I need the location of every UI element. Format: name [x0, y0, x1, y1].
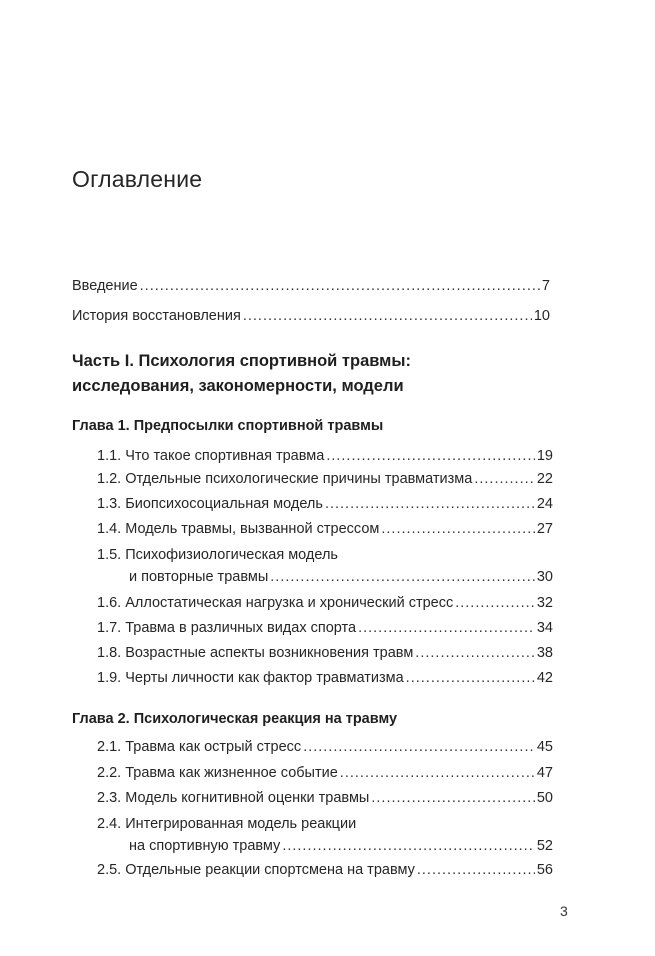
toc-entry-section[interactable] [97, 448, 553, 470]
toc-entry-section[interactable] [97, 645, 553, 667]
dot-leader [326, 448, 535, 464]
toc-entry-page: 32 [536, 595, 553, 611]
toc-entry-introduction[interactable] [72, 278, 550, 300]
toc-entry-section[interactable] [97, 620, 553, 642]
toc-entry-label: 1.8. Возрастные аспекты возникновения травм [97, 645, 414, 661]
toc-entry-section[interactable] [97, 838, 553, 860]
dot-leader [140, 278, 540, 294]
toc-entry-recovery-history[interactable] [72, 308, 550, 330]
dot-leader [381, 521, 535, 537]
toc-entry-label: 2.5. Отдельные реакции спортсмена на травму [97, 862, 415, 878]
toc-entry-section[interactable] [97, 790, 553, 812]
toc-entry-page: 7 [541, 278, 550, 294]
toc-entry-page: 22 [536, 471, 553, 487]
toc-entry-label-continuation: на спортивную травму [129, 838, 281, 854]
toc-entry-label: История восстановления [72, 308, 241, 324]
part-heading [72, 349, 411, 399]
toc-entry-section[interactable] [97, 765, 553, 787]
toc-entry-page: 56 [536, 862, 553, 878]
part-heading-line1: Часть I. Психология спортивной травмы: [72, 352, 411, 370]
toc-entry-page: 38 [536, 645, 553, 661]
part-heading-line2: исследования, закономерности, модели [72, 377, 404, 395]
toc-entry-page: 34 [536, 620, 553, 636]
toc-entry-label: 1.9. Черты личности как фактор травматизма [97, 670, 404, 686]
toc-entry-page: 19 [536, 448, 553, 464]
dot-leader [417, 862, 535, 878]
toc-entry-page: 52 [536, 838, 553, 854]
toc-entry-section[interactable] [97, 595, 553, 617]
toc-entry-section[interactable] [97, 739, 553, 761]
chapter-heading: Глава 2. Психологическая реакция на травму [72, 711, 398, 727]
toc-entry-label: 1.2. Отдельные психологические причины травматизма [97, 471, 473, 487]
dot-leader [415, 645, 535, 661]
chapter-heading: Глава 1. Предпосылки спортивной травмы [72, 418, 384, 434]
toc-entry-label-first-line[interactable]: 2.4. Интегрированная модель реакции [97, 816, 357, 832]
toc-entry-page: 10 [533, 308, 550, 324]
toc-entry-label-first-line[interactable]: 1.5. Психофизиологическая модель [97, 547, 338, 563]
toc-entry-label: 1.3. Биопсихосоциальная модель [97, 496, 323, 512]
toc-entry-page: 45 [536, 739, 553, 755]
toc-entry-section[interactable] [97, 471, 553, 493]
toc-entry-section[interactable] [97, 670, 553, 692]
dot-leader [243, 308, 532, 324]
toc-entry-section[interactable] [97, 569, 553, 591]
toc-entry-section[interactable] [97, 862, 553, 884]
toc-entry-label-continuation: и повторные травмы [129, 569, 269, 585]
toc-entry-page: 47 [536, 765, 553, 781]
toc-entry-section[interactable] [97, 521, 553, 543]
toc-entry-label: 2.3. Модель когнитивной оценки травмы [97, 790, 370, 806]
toc-entry-label: 1.6. Аллостатическая нагрузка и хронический стресс [97, 595, 454, 611]
toc-entry-label: 1.7. Травма в различных видах спорта [97, 620, 357, 636]
dot-leader [282, 838, 535, 854]
toc-entry-page: 24 [536, 496, 553, 512]
dot-leader [358, 620, 535, 636]
dot-leader [371, 790, 535, 806]
dot-leader [340, 765, 535, 781]
dot-leader [474, 471, 535, 487]
dot-leader [303, 739, 535, 755]
dot-leader [325, 496, 535, 512]
toc-entry-section[interactable] [97, 496, 553, 518]
toc-entry-page: 42 [536, 670, 553, 686]
toc-entry-label: Введение [72, 278, 138, 294]
toc-entry-page: 27 [536, 521, 553, 537]
toc-title: Оглавление [72, 166, 203, 192]
toc-entry-page: 50 [536, 790, 553, 806]
toc-entry-page: 30 [536, 569, 553, 585]
dot-leader [270, 569, 535, 585]
toc-entry-label: 1.1. Что такое спортивная травма [97, 448, 325, 464]
dot-leader [406, 670, 535, 686]
page-number: 3 [560, 903, 568, 919]
toc-entry-label: 1.4. Модель травмы, вызванной стрессом [97, 521, 380, 537]
toc-entry-label: 2.2. Травма как жизненное событие [97, 765, 338, 781]
toc-entry-label: 2.1. Травма как острый стресс [97, 739, 302, 755]
dot-leader [455, 595, 535, 611]
